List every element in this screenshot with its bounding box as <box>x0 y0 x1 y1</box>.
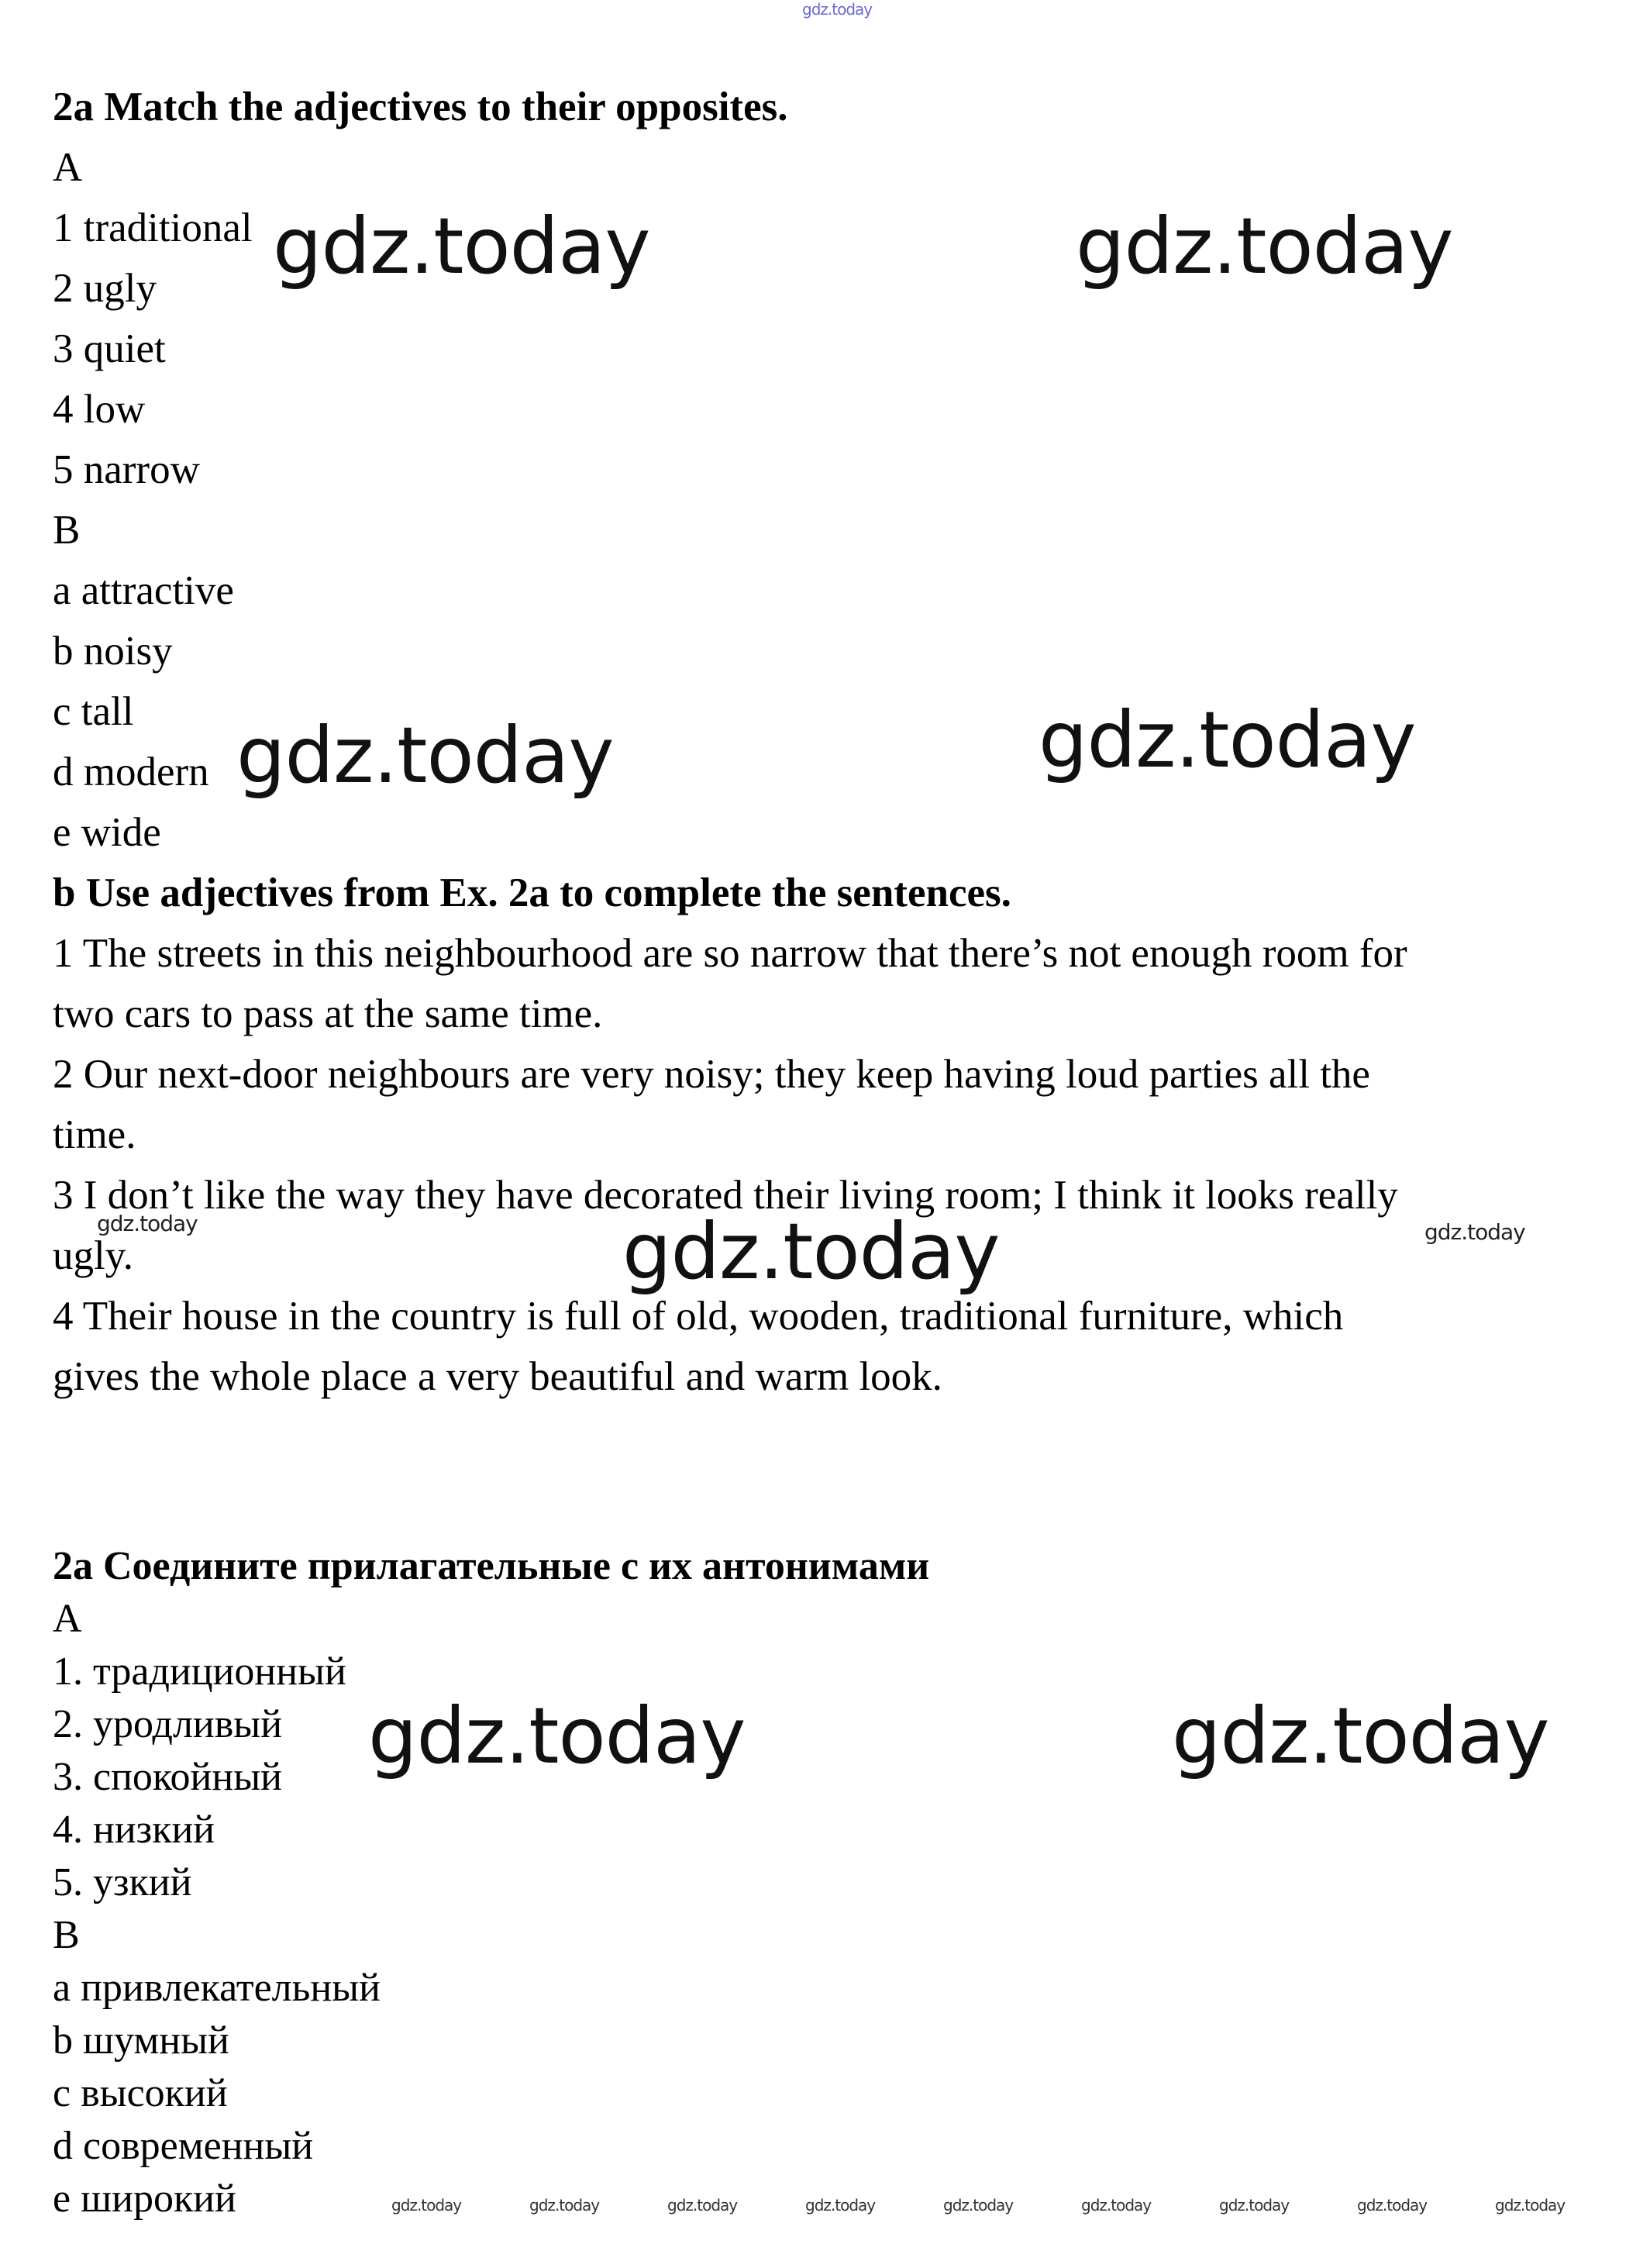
watermark: gdz.today <box>805 2196 876 2215</box>
list-item: 2. уродливый <box>53 1702 283 1746</box>
sentence-line: time. <box>53 1112 136 1157</box>
watermark: gdz.today <box>1172 1691 1549 1781</box>
list-item: 1 traditional <box>53 205 253 250</box>
watermark: gdz.today <box>667 2196 738 2215</box>
list-item: 1. традиционный <box>53 1649 346 1694</box>
list-item: 4 low <box>53 387 146 432</box>
sentence-line: two cars to pass at the same time. <box>53 991 603 1036</box>
group-label-b: B <box>53 508 81 553</box>
watermark: gdz.today <box>1424 1219 1525 1245</box>
exercise-title-ru: 2a Соедините прилагательные с их антонимами <box>53 1544 930 1588</box>
list-item: 3. спокойный <box>53 1755 282 1799</box>
sentence-line: ugly. <box>53 1233 134 1278</box>
watermark: gdz.today <box>802 0 873 19</box>
group-label-a-ru: A <box>53 1597 82 1641</box>
watermark: gdz.today <box>1081 2196 1152 2215</box>
watermark: gdz.today <box>273 201 650 291</box>
list-item: e широкий <box>53 2177 236 2221</box>
list-item: b noisy <box>53 629 173 674</box>
watermark: gdz.today <box>97 1211 198 1236</box>
group-label-b-ru: B <box>53 1913 80 1957</box>
watermark: gdz.today <box>391 2196 462 2215</box>
watermark: gdz.today <box>943 2196 1014 2215</box>
watermark: gdz.today <box>1495 2196 1566 2215</box>
sentence-line: 2 Our next-door neighbours are very noisy; they keep having loud parties all the <box>53 1052 1370 1097</box>
list-item: c высокий <box>53 2071 228 2115</box>
watermark: gdz.today <box>1219 2196 1290 2215</box>
watermark: gdz.today <box>1076 201 1453 291</box>
watermark: gdz.today <box>368 1691 746 1781</box>
list-item: d современный <box>53 2124 314 2168</box>
exercise-subtitle: b Use adjectives from Ex. 2a to complete the sentences. <box>53 870 1011 915</box>
watermark: gdz.today <box>622 1206 1000 1297</box>
list-item: 5 narrow <box>53 447 200 492</box>
list-item: 5. узкий <box>53 1860 192 1904</box>
list-item: 4. низкий <box>53 1808 215 1852</box>
group-label-a: A <box>53 145 83 190</box>
list-item: 2 ugly <box>53 266 157 311</box>
list-item: 3 quiet <box>53 326 166 371</box>
watermark: gdz.today <box>1039 695 1416 785</box>
sentence-line: 4 Their house in the country is full of old, wooden, traditional furniture, which <box>53 1294 1344 1339</box>
sentence-line: gives the whole place a very beautiful and warm look. <box>53 1354 942 1399</box>
list-item: a привлекательный <box>53 1966 381 2010</box>
list-item: c tall <box>53 689 134 734</box>
sentence-line: 1 The streets in this neighbourhood are so narrow that there’s not enough room for <box>53 931 1407 976</box>
watermark: gdz.today <box>1357 2196 1428 2215</box>
sentence-line: 3 I don’t like the way they have decorated their living room; I think it looks really <box>53 1173 1398 1218</box>
watermark: gdz.today <box>529 2196 600 2215</box>
exercise-title: 2a Match the adjectives to their opposites. <box>53 84 788 129</box>
list-item: d modern <box>53 750 209 794</box>
list-item: e wide <box>53 810 161 855</box>
list-item: a attractive <box>53 568 234 613</box>
watermark: gdz.today <box>236 710 614 801</box>
list-item: b шумный <box>53 2018 229 2063</box>
